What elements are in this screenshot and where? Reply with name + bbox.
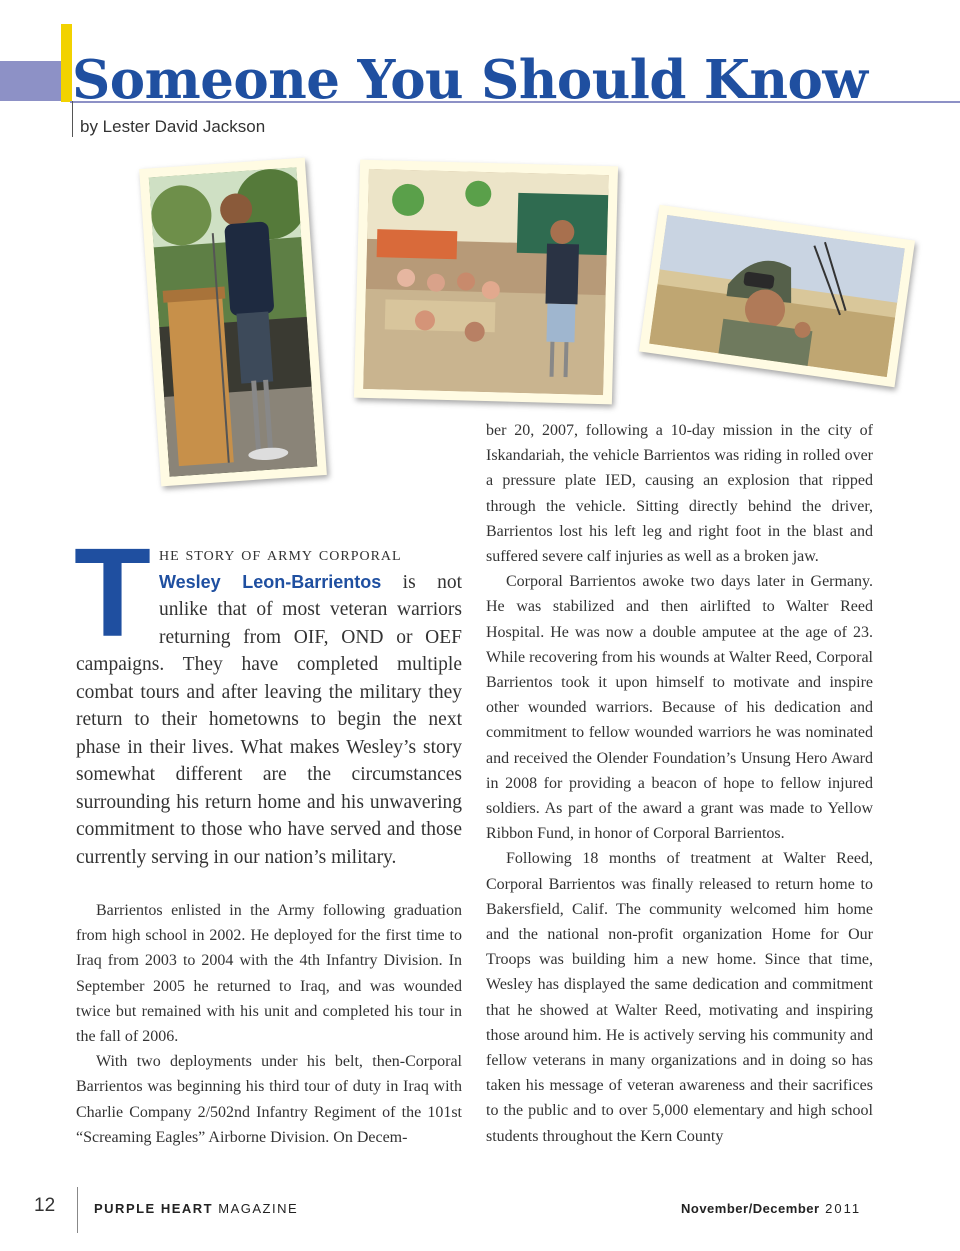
header-accent-bar [61, 24, 72, 102]
body-paragraph: Corporal Barrientos awoke two days later in Germany. He was stabilized and then airlifted to Walter Reed Hospital. He was now a double amputee at the age of 23. While recovering from his wounds at Walter Reed, Corporal Barrientos took it upon himself to motivate and inspire other wounded warriors. Because of his dedication and commitment to fellow wounded warriors he was nominated and received the Olender Foundation’s Unsung Hero Award in 2008 for providing a beacon of hope to fellow injured soldiers. As part of the award a grant was made to Yellow Ribbon Fund, in honor of Corporal Barrientos. [486, 573, 873, 843]
page-number: 12 [34, 1195, 56, 1216]
byline: by Lester David Jackson [80, 117, 266, 136]
intro-paragraph [74, 522, 462, 871]
magazine-name [94, 1201, 298, 1216]
speaker-podium-image [149, 167, 318, 477]
classroom-image [363, 169, 609, 395]
issue-year: 2011 [819, 1201, 862, 1216]
body-paragraph: Barrientos enlisted in the Army following graduation from high school in 2002. He deployed for the first time to Iraq from 2003 to 2004 with the 4th Infantry Division. In September 2005 he returned to Iraq, and was wounded twice but remained with his unit and completed his tour in the fall of 2006. [76, 902, 462, 1046]
magazine-name-rest: MAGAZINE [213, 1201, 299, 1216]
body-paragraph: ber 20, 2007, following a 10-day mission in the city of Iskandariah, the vehicle Barrientos was riding in rolled over a pressure plate IED, causing an explosion that ripped through the vehicle. Sitting directly behind the driver, Barrientos lost his left leg and right foot in the blast and suffered severe calf injuries as well as a broken jaw. [486, 422, 873, 566]
photo-speaker-podium [139, 158, 327, 487]
page-title: Someone You Should Know [72, 49, 868, 111]
magazine-name-bold: PURPLE HEART [94, 1201, 214, 1216]
subject-name: Wesley Leon-Barrientos [158, 571, 382, 592]
right-column [486, 418, 873, 1149]
issue-date [681, 1201, 861, 1216]
header-band [0, 61, 70, 101]
body-paragraph: Following 18 months of treatment at Walter Reed, Corporal Barrientos was finally released to return home to Bakersfield, Calif. The community welcomed him home and the national non-profit organization Home for Our Troops was building him a new home. Since that time, Wesley has displayed the same dedication and commitment that he showed at Walter Reed, motivating and inspiring those around him. He is actively serving his community and fellow veterans in many organizations and in doing so has taken his message of veteran awareness and their sacrifices to the public and to over 5,000 elementary and high school students throughout the Kern County [486, 850, 873, 1145]
soldier-image [649, 215, 905, 377]
footer-rule [77, 1187, 78, 1233]
intro-smallcaps: he story of army corporal [158, 544, 402, 565]
intro-text: is not unlike that of most veteran warriors returning from OIF, OND or OEF campaigns. They have completed multiple combat tours and after leaving the military they return to their hometowns to begin the next phase in their lives. What makes Wesley’s story somewhat different are the circumstances surrounding his return home and his unwavering commitment to those who have served and those currently serving in our nation’s military. [76, 571, 462, 868]
photo-classroom [354, 160, 618, 405]
drop-cap: T [74, 522, 151, 663]
issue-months: November/December [681, 1201, 820, 1216]
left-column [76, 898, 462, 1150]
photo-soldier [639, 205, 915, 387]
body-paragraph: With two deployments under his belt, then-Corporal Barrientos was beginning his third tour of duty in Iraq with Charlie Company 2/502nd Infantry Regiment of the 101st “Screaming Eagles” Airborne Division. On Decem- [76, 1053, 462, 1146]
